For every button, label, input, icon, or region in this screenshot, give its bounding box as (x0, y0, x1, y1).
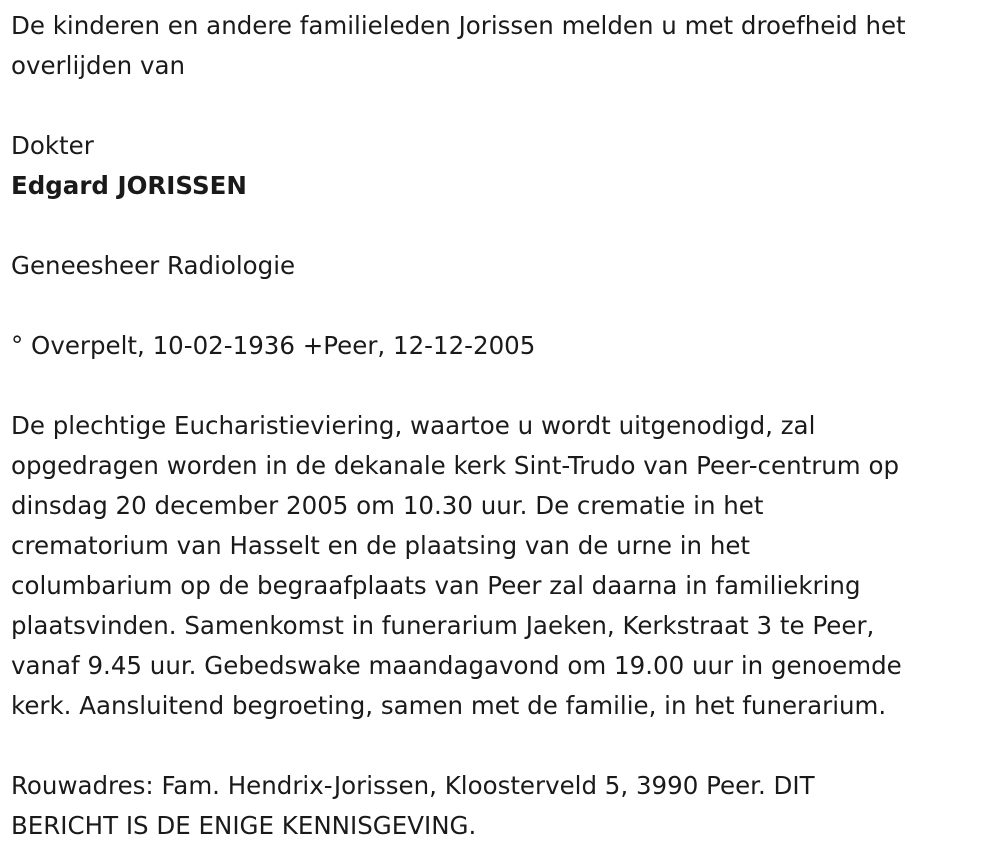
ceremony-line: kerk. Aansluitend begroeting, samen met de familie, in het funerarium. (11, 691, 887, 720)
spacer (11, 206, 1000, 246)
ceremony-line: plaatsvinden. Samenkomst in funerarium Jaeken, Kerkstraat 3 te Peer, (11, 611, 875, 640)
ceremony-line: crematorium van Hasselt en de plaatsing van de urne in het (11, 531, 751, 560)
spacer (11, 86, 1000, 126)
deceased-title: Dokter (11, 131, 94, 160)
deceased-name: Edgard JORISSEN (11, 171, 247, 200)
address-line: BERICHT IS DE ENIGE KENNISGEVING. (11, 811, 477, 840)
spacer (11, 726, 1000, 766)
ceremony-line: columbarium op de begraafplaats van Peer zal daarna in familiekring (11, 571, 861, 600)
spacer (11, 366, 1000, 406)
ceremony-line: dinsdag 20 december 2005 om 10.30 uur. De crematie in het (11, 491, 764, 520)
spacer (11, 286, 1000, 326)
address-line: Rouwadres: Fam. Hendrix-Jorissen, Kloosterveld 5, 3990 Peer. DIT (11, 771, 815, 800)
birth-death-dates: ° Overpelt, 10-02-1936 +Peer, 12-12-2005 (11, 331, 536, 360)
intro-line: overlijden van (11, 51, 186, 80)
ceremony-line: De plechtige Eucharistieviering, waartoe u wordt uitgenodigd, zal (11, 411, 816, 440)
ceremony-line: vanaf 9.45 uur. Gebedswake maandagavond om 19.00 uur in genoemde (11, 651, 902, 680)
intro-line: De kinderen en andere familieleden Jorissen melden u met droefheid het (11, 11, 906, 40)
deceased-profession: Geneesheer Radiologie (11, 251, 296, 280)
ceremony-line: opgedragen worden in de dekanale kerk Sint-Trudo van Peer-centrum op (11, 451, 900, 480)
